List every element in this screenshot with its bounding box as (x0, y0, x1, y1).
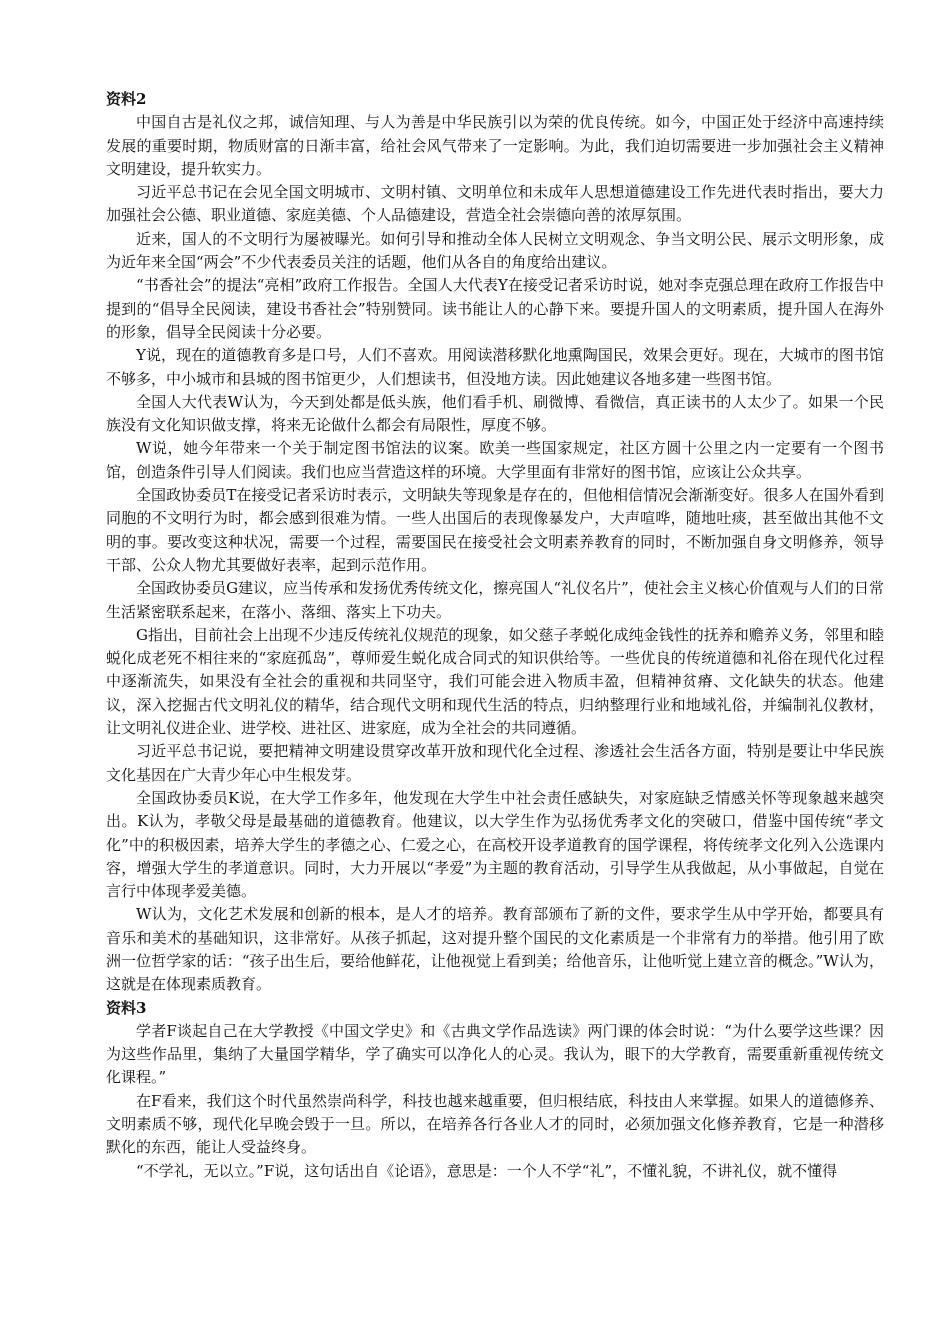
paragraph: “书香社会”的提法“亮相”政府工作报告。全国人大代表Y在接受记者采访时说，她对李克强总理在政府工作报告中提到的“倡导全民阅读，建设书香社会”特别赞同。读书能让人的心静下来。要提升国人的文明素质，提升国人在海外的形象，倡导全民阅读十分必要。 (106, 276, 884, 341)
paragraph: 全国政协委员G建议，应当传承和发扬优秀传统文化，擦亮国人“礼仪名片”，使社会主义核心价值观与人们的日常生活紧密联系起来，在落小、落细、落实上下功夫。 (106, 579, 884, 621)
paragraph: 在F看来，我们这个时代虽然崇尚科学，科技也越来越重要，但归根结底，科技由人来掌握。如果人的道德修养、文明素质不够，现代化早晚会毁于一旦。所以，在培养各行各业人才的同时，必须加强文化修养教育，它是一种潜移默化的东西，能让人受益终身。 (106, 1091, 884, 1157)
paragraph: 习近平总书记在会见全国文明城市、文明村镇、文明单位和未成年人思想道德建设工作先进代表时指出，要大力加强社会公德、职业道德、家庭美德、个人品德建设，营造全社会崇德向善的浓厚氛围。 (106, 183, 884, 225)
paragraph: “不学礼，无以立。”F说，这句话出自《论语》，意思是：一个人不学“礼”，不懂礼貌，不讲礼仪，就不懂得 (136, 1161, 838, 1180)
paragraph: Y说，现在的道德教育多是口号，人们不喜欢。用阅读潜移默化地熏陶国民，效果会更好。现在，大城市的图书馆不够多，中小城市和县城的图书馆更少，人们想读书，但没地方读。因此她建议各地多建一些图书馆。 (106, 346, 884, 388)
paragraph: G指出，目前社会上出现不少违反传统礼仪规范的现象，如父慈子孝蜕化成纯金钱性的抚养和赡养义务，邻里和睦蜕化成老死不相往来的“家庭孤岛”，尊师爱生蜕化成合同式的知识供给等。一些优良的传统道德和礼俗在现代化过程中逐渐流失，如果没有全社会的重视和共同坚守，我们可能会进入物质丰盈，但精神贫瘠、文化缺失的状态。他建议，深入挖掘古代文明礼仪的精华，结合现代文明和现代生活的特点，归纳整理行业和地域礼俗，并编制礼仪教材，让文明礼仪进企业、进学校、进社区、进家庭，成为全社会的共同遵循。 (106, 625, 884, 738)
document-page (106, 88, 884, 1183)
paragraph: 中国自古是礼仪之邦，诚信知理、与人为善是中华民族引以为荣的优良传统。如今，中国正处于经济中高速持续发展的重要时期，物质财富的日渐丰富，给社会风气带来了一定影响。为此，我们迫切需要进一步加强社会主义精神文明建设，提升软实力。 (106, 113, 884, 178)
section-title: 资料2 (106, 90, 147, 108)
paragraph: 习近平总书记说，要把精神文明建设贯穿改革开放和现代化全过程、渗透社会生活各方面，特别是要让中华民族文化基因在广大青少年心中生根发芽。 (106, 742, 884, 784)
section-material-3 (106, 997, 884, 1183)
paragraph: 全国人大代表W认为，今天到处都是低头族，他们看手机、刷微博、看微信，真正读书的人太少了。如果一个民族没有文化知识做支撑，将来无论做什么都会有局限性，厚度不够。 (106, 392, 884, 435)
paragraph: 全国政协委员K说，在大学工作多年，他发现在大学生中社会责任感缺失，对家庭缺乏情感关怀等现象越来越突出。K认为，孝敬父母是最基础的道德教育。他建议，以大学生作为弘扬优秀孝文化的突破口，借鉴中国传统“孝文化”中的积极因素，培养大学生的孝德之心、仁爱之心，在高校开设孝道教育的国学课程，将传统孝文化列入公选课内容，增强大学生的孝道意识。同时，大力开展以“孝爱”为主题的教育活动，引导学生从我做起，从小事做起，自觉在言行中体现孝爱美德。 (106, 788, 884, 901)
paragraph: 学者F谈起自己在大学教授《中国文学史》和《古典文学作品选读》两门课的体会时说：“为什么要学这些课？因为这些作品里，集纳了大量国学精华，学了确实可以净化人的心灵。我认为，眼下的大学教育，需要重新重视传统文化课程。” (106, 1021, 884, 1087)
paragraph: 近来，国人的不文明行为屡被曝光。如何引导和推动全体人民树立文明观念、争当文明公民、展示文明形象，成为近年来全国“两会”不少代表委员关注的话题，他们从各自的角度给出建议。 (106, 229, 884, 272)
section-material-2 (106, 88, 884, 997)
paragraph: 全国政协委员T在接受记者采访时表示，文明缺失等现象是存在的，但他相信情况会渐渐变好。很多人在国外看到同胞的不文明行为时，都会感到很难为情。一些人出国后的表现像暴发户，大声喧哗，随地吐痰，甚至做出其他不文明的事。要改变这种状况，需要一个过程，需要国民在接受社会文明素养教育的同时，不断加强自身文明修养，领导干部、公众人物尤其要做好表率，起到示范作用。 (106, 486, 884, 574)
paragraph: W认为，文化艺术发展和创新的根本，是人才的培养。教育部颁布了新的文件，要求学生从中学开始，都要具有音乐和美术的基础知识，这非常好。从孩子抓起，这对提升整个国民的文化素质是一个非常有力的举措。他引用了欧洲一位哲学家的话：“孩子出生后，要给他鲜花，让他视觉上看到美；给他音乐，让他听觉上建立音的概念。”W认为，这就是在体现素质教育。 (106, 905, 884, 994)
paragraph: W说，她今年带来一个关于制定图书馆法的议案。欧美一些国家规定，社区方圆十公里之内一定要有一个图书馆，创造条件引导人们阅读。我们也应当营造这样的环境。大学里面有非常好的图书馆，应该让公众共享。 (106, 439, 884, 481)
section-title: 资料3 (106, 998, 147, 1017)
